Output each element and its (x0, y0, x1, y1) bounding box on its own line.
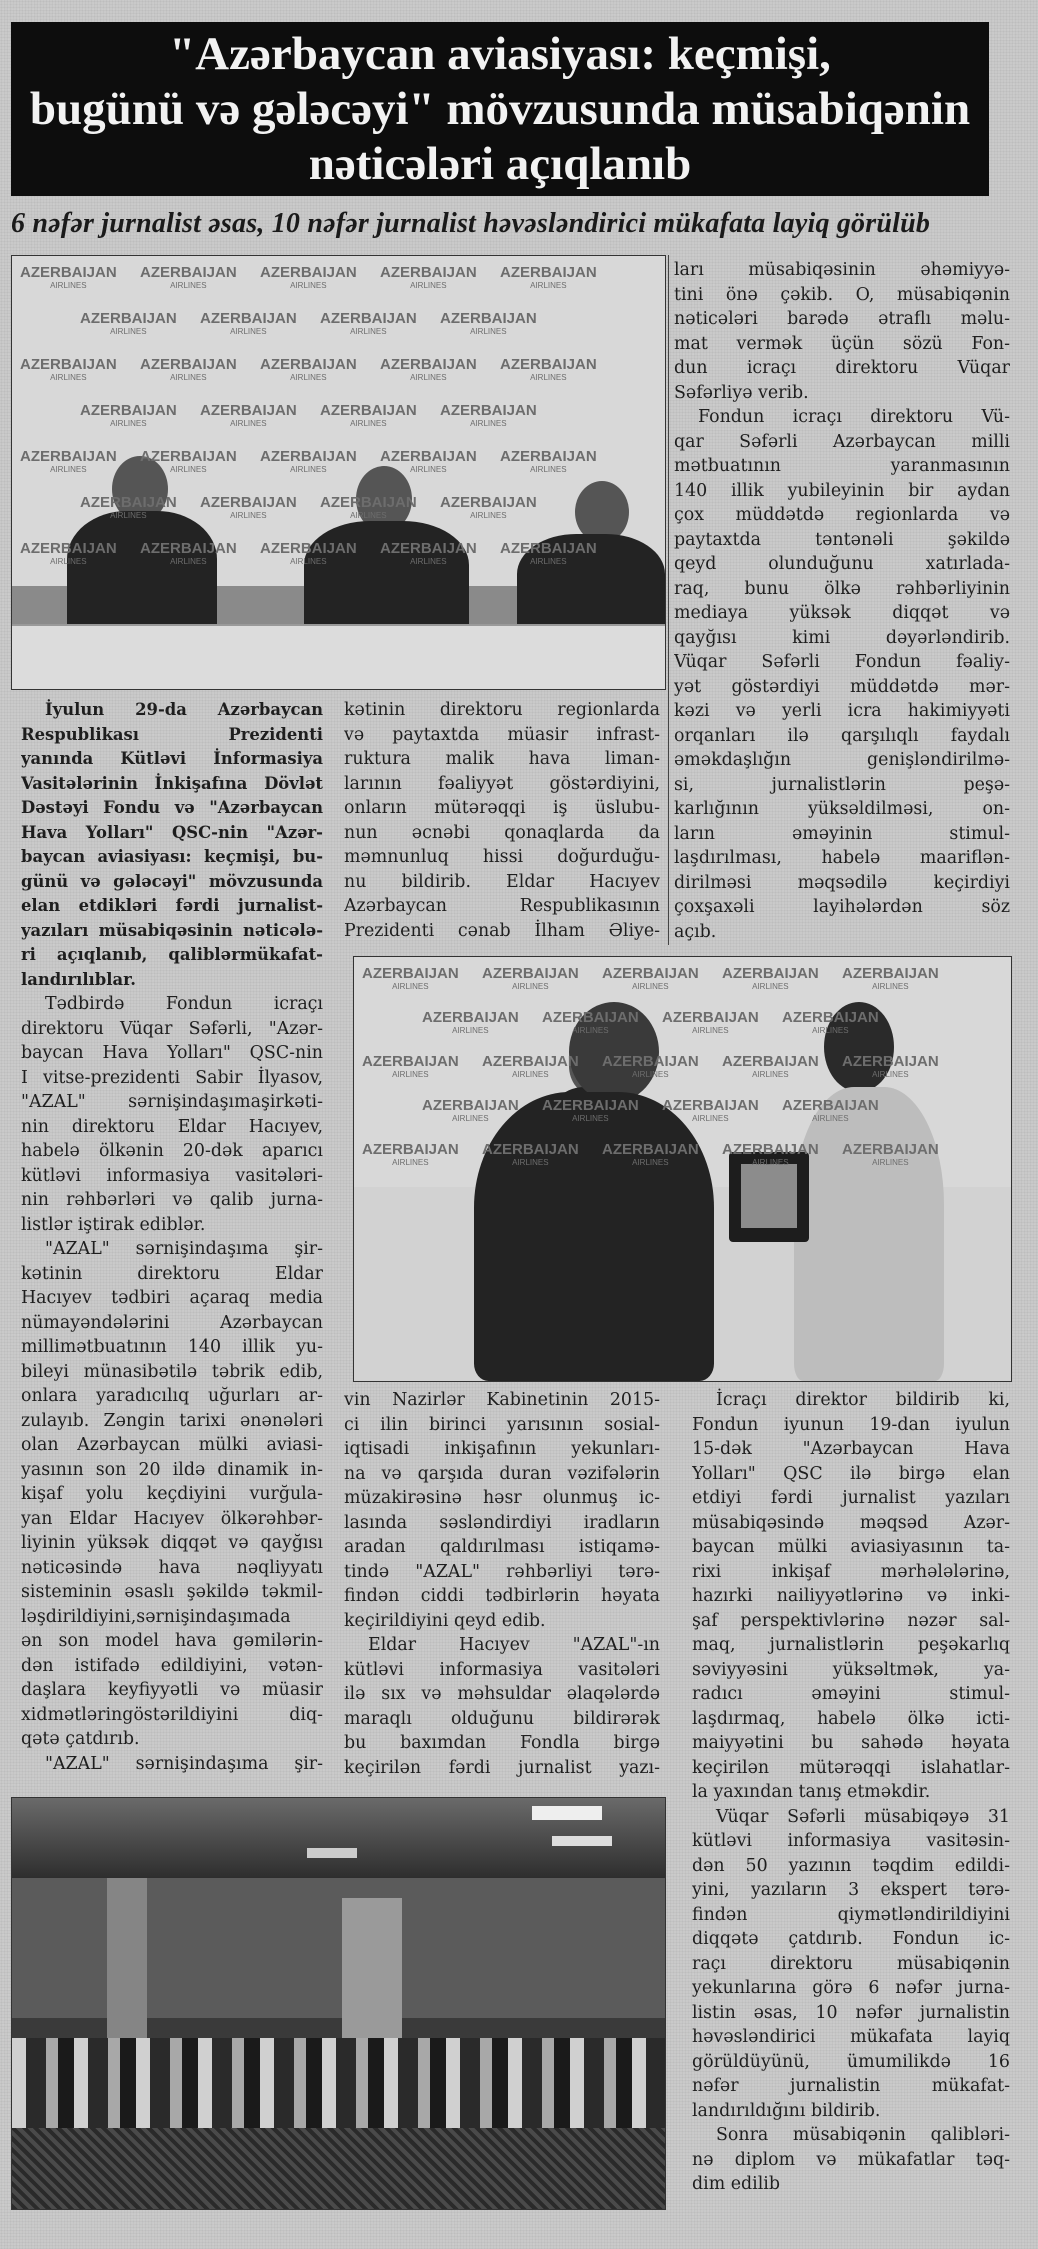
article-line: tini önə çəkib. O, müsabiqənin (674, 284, 1010, 305)
article-line: ruktura malik hava liman- (344, 749, 660, 769)
article-line: nun əcnəbi qonaqlarda da (344, 822, 660, 843)
article-line: Hacıyev tədbiri açaraq media (21, 1288, 323, 1308)
article-line: kətinin direktoru Eldar (21, 1263, 323, 1284)
article-line: nəfər jurnalistin mükafat- (692, 2076, 1010, 2096)
article-line: qayğısı kimi dəyərləndirib. (674, 627, 1010, 648)
backdrop-logos (354, 957, 1011, 1381)
headline (11, 22, 989, 196)
azerbaijan-airlines-logo: AZERBAIJAN AIRLINES (380, 540, 477, 566)
azerbaijan-airlines-logo: AZERBAIJAN AIRLINES (260, 540, 357, 566)
azerbaijan-airlines-logo: AZERBAIJAN AIRLINES (662, 1009, 759, 1035)
article-line: hazırki nailiyyətlərinə və inki- (692, 1586, 1010, 1606)
article-line: onların mütərəqqi iş üslubu- (344, 798, 660, 818)
article-line: Hava Yolları" QSC-nin "Azər- (21, 822, 323, 842)
article-line: yan Eldar Hacıyev ölkərəhbər- (21, 1508, 323, 1529)
azerbaijan-airlines-logo: AZERBAIJAN AIRLINES (380, 448, 477, 474)
article-line: və paytaxtda müasir infrast- (344, 724, 660, 745)
article-line: bileyi münasibətilə təbrik edib, (21, 1361, 323, 1382)
article-line: Fondun iyunun 19-dan iyulun (692, 1414, 1010, 1435)
article-line: ən son model hava gəmilərin- (21, 1631, 323, 1651)
azerbaijan-airlines-logo: AZERBAIJAN AIRLINES (842, 1141, 939, 1167)
azerbaijan-airlines-logo: AZERBAIJAN AIRLINES (602, 1141, 699, 1167)
photo-audience-hall (11, 1797, 666, 2210)
azerbaijan-airlines-logo: AZERBAIJAN AIRLINES (320, 402, 417, 428)
article-line: İcraçı direktor bildirib ki, (716, 1390, 1010, 1410)
article-line: baycan aviasiyası: keçmişi, bu- (21, 847, 323, 866)
article-line: landırılıblar. (21, 969, 136, 989)
article-line: listin əsas, 10 nəfər jurnalistin (692, 2002, 1010, 2023)
article-line: findən ciddi tədbirlərin həyata (344, 1586, 660, 1606)
azerbaijan-airlines-logo: AZERBAIJAN AIRLINES (722, 1053, 819, 1079)
article-line: nəticələri barədə ətraflı məlu- (674, 309, 1010, 329)
column-rule (668, 255, 669, 945)
photo-press-conference (11, 255, 666, 690)
article-paragraph (692, 2123, 1010, 2197)
azerbaijan-airlines-logo: AZERBAIJAN AIRLINES (440, 402, 537, 428)
article-line: "AZAL" sərnişindaşıma şir- (45, 1753, 323, 1774)
azerbaijan-airlines-logo: AZERBAIJAN AIRLINES (422, 1097, 519, 1123)
article-line: raçı direktoru müsabiqənin (692, 1953, 1010, 1974)
article-paragraph (692, 1805, 1010, 2124)
article-line: kütləvi informasiya vasitələri (344, 1659, 660, 1680)
article-line: maiyyətini bu sahədə həyata (692, 1733, 1010, 1753)
azerbaijan-airlines-logo: AZERBAIJAN AIRLINES (320, 494, 417, 520)
article-line: keçirildiyini qeyd edib. (344, 1610, 546, 1631)
azerbaijan-airlines-logo: AZERBAIJAN AIRLINES (20, 540, 117, 566)
azerbaijan-airlines-logo: AZERBAIJAN AIRLINES (662, 1097, 759, 1123)
article-line: kişaf yolu keçdiyini vurğula- (21, 1484, 323, 1504)
azerbaijan-airlines-logo: AZERBAIJAN AIRLINES (20, 264, 117, 290)
article-line: Sonra müsabiqənin qalibləri- (716, 2125, 1010, 2145)
azerbaijan-airlines-logo: AZERBAIJAN AIRLINES (260, 448, 357, 474)
azerbaijan-airlines-logo: AZERBAIJAN AIRLINES (140, 264, 237, 290)
article-line: Dəstəyi Fondu və "Azərbaycan (21, 798, 323, 817)
article-line: nu bildirib. Eldar Hacıyev (344, 871, 660, 892)
azerbaijan-airlines-logo: AZERBAIJAN AIRLINES (842, 965, 939, 991)
article-line: paytaxtda təntənəli şəkildə (674, 529, 1010, 550)
article-line: günü və gələcəyi" mövzusunda (21, 871, 323, 891)
article-paragraph (344, 1388, 660, 1633)
article-line: dim edilib (692, 2174, 780, 2194)
azerbaijan-airlines-logo: AZERBAIJAN AIRLINES (722, 1141, 819, 1167)
azerbaijan-airlines-logo: AZERBAIJAN AIRLINES (542, 1009, 639, 1035)
article-line: dən istifadə edildiyini, vətən- (21, 1655, 323, 1676)
article-line: liyinin yüksək diqqət və qayğısı (21, 1533, 323, 1553)
article-line: Yolları" QSC ilə birgə elan (692, 1463, 1010, 1484)
article-line: la yaxından tanış etməkdir. (692, 1782, 931, 1802)
article-line: etdiyi fərdi jurnalist yazıları (692, 1488, 1010, 1508)
article-lead-paragraph (21, 698, 323, 992)
article-line: ların əməyinin stimul- (674, 823, 1010, 844)
article-line: landırıldığını bildirib. (692, 2100, 881, 2121)
article-line: dən 50 yazının təqdim edildi- (692, 1855, 1010, 1876)
azerbaijan-airlines-logo: AZERBAIJAN AIRLINES (482, 1053, 579, 1079)
article-line: laşdırmaq, habelə ölkə icti- (692, 1708, 1010, 1729)
article-line: ları müsabiqəsinin əhəmiyyə- (674, 260, 1010, 280)
azerbaijan-airlines-logo: AZERBAIJAN AIRLINES (80, 402, 177, 428)
azerbaijan-airlines-logo: AZERBAIJAN AIRLINES (260, 356, 357, 382)
article-line: xidmətləringöstərildiyini diq- (21, 1704, 323, 1725)
azerbaijan-airlines-logo: AZERBAIJAN AIRLINES (80, 310, 177, 336)
azerbaijan-airlines-logo: AZERBAIJAN AIRLINES (362, 1053, 459, 1079)
azerbaijan-airlines-logo: AZERBAIJAN AIRLINES (440, 310, 537, 336)
article-line: ləşdirildiyini,sərnişindaşımada (21, 1606, 291, 1627)
article-line: yekunlarına görə 6 nəfər jurna- (692, 1978, 1010, 1998)
azerbaijan-airlines-logo: AZERBAIJAN AIRLINES (380, 264, 477, 290)
article-line: Respublikası Prezidenti (21, 724, 323, 744)
article-line: Prezidenti cənab İlham Əliye- (344, 920, 660, 941)
subtitle: 6 nəfər jurnalist əsas, 10 nəfər jurnalist həvəsləndirici mükafata layiq görülüb (11, 208, 931, 239)
article-line: qətə çatdırıb. (21, 1729, 140, 1749)
article-line: I vitse-prezidenti Sabir İlyasov, (21, 1067, 323, 1088)
azerbaijan-airlines-logo: AZERBAIJAN AIRLINES (140, 356, 237, 382)
article-line: larının fəaliyyət göstərdiyini, (344, 773, 660, 794)
headline-line: nəticələri açıqlanıb (308, 137, 692, 190)
article-line: görüldüyünü, ümumilikdə 16 (692, 2051, 1010, 2072)
azerbaijan-airlines-logo: AZERBAIJAN AIRLINES (842, 1053, 939, 1079)
article-column-middle-bottom (344, 1388, 660, 1780)
azerbaijan-airlines-logo: AZERBAIJAN AIRLINES (440, 494, 537, 520)
article-line: dun icraçı direktoru Vüqar (674, 358, 1010, 378)
article-line: Azərbaycan Respublikasının (344, 896, 660, 916)
article-line: vin Nazirlər Kabinetinin 2015- (344, 1390, 660, 1410)
article-line: çox müddətdə regionlarda və (674, 505, 1010, 525)
azerbaijan-airlines-logo: AZERBAIJAN AIRLINES (20, 356, 117, 382)
article-column-left (21, 698, 323, 1776)
article-line: nin rəhbərləri və qalib jurna- (21, 1190, 323, 1210)
article-line: nin direktoru Eldar Hacıyev, (21, 1116, 323, 1137)
article-line: mətbuatının yaranmasının (674, 456, 1010, 476)
article-line: baycan mülki aviasiyasının ta- (692, 1537, 1010, 1557)
article-paragraph (674, 405, 1010, 944)
backdrop-logos (12, 256, 665, 689)
article-line: onlara yaradıcılıq uğurları ar- (21, 1386, 323, 1406)
article-line: dirilməsi məqsədilə keçirdiyi (674, 872, 1010, 893)
article-line: kütləvi informasiya vasitələri- (21, 1165, 323, 1186)
azerbaijan-airlines-logo: AZERBAIJAN AIRLINES (380, 356, 477, 382)
article-line: keçirilən fərdi jurnalist yazı- (344, 1757, 660, 1778)
azerbaijan-airlines-logo: AZERBAIJAN AIRLINES (362, 1141, 459, 1167)
article-line: direktoru Vüqar Səfərli, "Azər- (21, 1018, 323, 1039)
article-line: maq, jurnalistlərin peşəkarlıq (692, 1635, 1010, 1655)
article-line: lasında səsləndirdiyi iradların (344, 1512, 660, 1533)
article-line: yət göstərdiyi müddətdə mər- (674, 676, 1010, 697)
article-line: zulayıb. Zəngin tarixi ənənələri (21, 1410, 323, 1431)
article-line: aradan qaldırılması istiqamə- (344, 1537, 660, 1557)
article-line: elan etdikləri fərdi jurnalist- (21, 896, 323, 915)
article-line: ci ilin birinci yarısının sosial- (344, 1414, 660, 1435)
article-line: keçirilən mütərəqqi islahatlar- (692, 1757, 1010, 1778)
article-line: ilə sıx və məhsuldar əlaqələrdə (344, 1684, 660, 1704)
article-line: Səfərliyə verib. (674, 382, 809, 403)
article-line: mat vermək üçün sözü Fon- (674, 333, 1010, 354)
article-paragraph (674, 258, 1010, 405)
azerbaijan-airlines-logo: AZERBAIJAN AIRLINES (500, 540, 597, 566)
article-line: ri açıqlanıb, qaliblərmükafat- (21, 945, 323, 964)
article-line: "AZAL" sərnişindaşımaşirkəti- (21, 1092, 323, 1112)
article-line: kətinin direktoru regionlarda (344, 700, 660, 720)
azerbaijan-airlines-logo: AZERBAIJAN AIRLINES (602, 965, 699, 991)
article-line: radıcı əməyini stimul- (692, 1684, 1010, 1704)
article-line: nə diplom və mükafatlar təq- (692, 2149, 1010, 2170)
azerbaijan-airlines-logo: AZERBAIJAN AIRLINES (260, 264, 357, 290)
azerbaijan-airlines-logo: AZERBAIJAN AIRLINES (500, 448, 597, 474)
azerbaijan-airlines-logo: AZERBAIJAN AIRLINES (362, 965, 459, 991)
azerbaijan-airlines-logo: AZERBAIJAN AIRLINES (722, 965, 819, 991)
azerbaijan-airlines-logo: AZERBAIJAN AIRLINES (80, 494, 177, 520)
article-line: Vüqar Səfərli Fondun fəaliy- (674, 652, 1010, 672)
article-paragraph (21, 1237, 323, 1752)
article-line: çoxşaxəli layihələrdən söz (674, 897, 1010, 917)
azerbaijan-airlines-logo: AZERBAIJAN AIRLINES (140, 540, 237, 566)
azerbaijan-airlines-logo: AZERBAIJAN AIRLINES (200, 494, 297, 520)
article-line: kütləvi informasiya vasitəsin- (692, 1831, 1010, 1851)
headline-line: bugünü və gələcəyi" mövzusunda müsabiqənin (29, 82, 971, 135)
article-line: mediaya yüksək diqqət və (674, 603, 1010, 623)
article-column-right-bottom (692, 1388, 1010, 2197)
article-line: qar Səfərli Azərbaycan milli (674, 431, 1010, 452)
article-line: yasının son 20 ildə dinamik in- (21, 1459, 323, 1480)
article-line: yazıları müsabiqəsinin nəticələ- (21, 920, 323, 940)
article-line: si, jurnalistlərin peşə- (674, 774, 1010, 795)
azerbaijan-airlines-logo: AZERBAIJAN AIRLINES (500, 264, 597, 290)
article-line: bu baxımdan Fondla birgə (344, 1733, 660, 1753)
article-paragraph (344, 1633, 660, 1780)
article-line: əməkdaşlığın genişləndirilmə- (674, 750, 1010, 770)
photo-award-presentation (353, 956, 1012, 1382)
article-line: baycan Hava Yolları" QSC-nin (21, 1043, 323, 1063)
article-line: maraqlı olduğunu bildirərək (344, 1708, 660, 1729)
article-line: findən qiymətləndirildiyini (692, 1904, 1010, 1925)
azerbaijan-airlines-logo: AZERBAIJAN AIRLINES (500, 356, 597, 382)
article-line: listlər iştirak ediblər. (21, 1214, 206, 1235)
article-paragraph (21, 1752, 323, 1777)
azerbaijan-airlines-logo: AZERBAIJAN AIRLINES (20, 448, 117, 474)
article-line: "AZAL" sərnişindaşıma şir- (45, 1239, 323, 1259)
article-line: tində "AZAL" rəhbərliyi tərə- (344, 1561, 660, 1582)
article-line: kəzi və yerli icra hakimiyyəti (674, 701, 1010, 721)
article-line: nümayəndələrini Azərbaycan (21, 1312, 323, 1333)
article-line: həvəsləndirici mükafata layiq (692, 2027, 1010, 2047)
azerbaijan-airlines-logo: AZERBAIJAN AIRLINES (542, 1097, 639, 1123)
article-column-right-top (674, 258, 1010, 944)
article-line: Vüqar Səfərli müsabiqəyə 31 (716, 1806, 1010, 1827)
article-line: daşlara keyfiyyətli və müasir (21, 1680, 323, 1700)
article-line: diqqətə çatdırıb. Fondun ic- (692, 1929, 1010, 1949)
article-line: karlığının yüksəldilməsi, on- (674, 799, 1010, 819)
article-line: 140 illik yubileyinin bir aydan (674, 480, 1010, 501)
azerbaijan-airlines-logo: AZERBAIJAN AIRLINES (602, 1053, 699, 1079)
azerbaijan-airlines-logo: AZERBAIJAN AIRLINES (200, 402, 297, 428)
article-line: məmnunluq hissi doğurduğu- (344, 847, 660, 867)
article-paragraph (692, 1388, 1010, 1805)
article-paragraph (344, 698, 660, 943)
article-line: millimətbuatının 140 illik yu- (21, 1337, 323, 1357)
article-line: 15-dək "Azərbaycan Hava (692, 1439, 1010, 1459)
article-line: sisteminin əsaslı şəkildə təkmil- (21, 1582, 323, 1602)
article-line: Vasitələrinin İnkişafına Dövlət (21, 773, 323, 793)
azerbaijan-airlines-logo: AZERBAIJAN AIRLINES (422, 1009, 519, 1035)
article-column-middle-top (344, 698, 660, 943)
article-line: İyulun 29-da Azərbaycan (45, 700, 323, 719)
article-line: laşdırılması, habelə maariflən- (674, 848, 1010, 868)
article-line: olan Azərbaycan mülki aviasi- (21, 1435, 323, 1455)
azerbaijan-airlines-logo: AZERBAIJAN AIRLINES (140, 448, 237, 474)
article-line: müsabiqəsində məqsəd Azər- (692, 1512, 1010, 1533)
article-paragraph (21, 992, 323, 1237)
headline-line: "Azərbaycan aviasiyası: keçmişi, (169, 27, 831, 80)
article-line: nəticəsində hava nəqliyyatı (21, 1557, 323, 1578)
azerbaijan-airlines-logo: AZERBAIJAN AIRLINES (482, 1141, 579, 1167)
article-line: yini, yazıların 3 ekspert tərə- (692, 1880, 1010, 1900)
article-line: qeyd olunduğunu xatırlada- (674, 554, 1010, 574)
article-line: Fondun icraçı direktoru Vü- (698, 407, 1010, 427)
article-line: orqanları ilə qarşılıqlı faydalı (674, 725, 1010, 746)
article-line: raq, bunu ölkə rəhbərliyinin (674, 578, 1010, 599)
azerbaijan-airlines-logo: AZERBAIJAN AIRLINES (782, 1009, 879, 1035)
article-line: səviyyəsini yüksəltmək, ya- (692, 1659, 1010, 1680)
azerbaijan-airlines-logo: AZERBAIJAN AIRLINES (782, 1097, 879, 1123)
article-line: rixi inkişaf mərhələlərinə, (692, 1561, 1010, 1582)
azerbaijan-airlines-logo: AZERBAIJAN AIRLINES (320, 310, 417, 336)
article-line: açıb. (674, 921, 717, 942)
article-line: habelə ölkənin 20-dək aparıcı (21, 1141, 323, 1161)
article-line: Tədbirdə Fondun icraçı (45, 994, 323, 1014)
article-line: Eldar Hacıyev "AZAL"-ın (368, 1635, 660, 1655)
article-line: iqtisadi inkişafının yekunları- (344, 1439, 660, 1459)
azerbaijan-airlines-logo: AZERBAIJAN AIRLINES (482, 965, 579, 991)
article-line: na və qarşıda duran vəzifələrin (344, 1463, 660, 1484)
article-line: müzakirəsinə həsr olunmuş ic- (344, 1488, 660, 1508)
article-line: yanında Kütləvi İnformasiya (21, 749, 323, 768)
article-line: şaf perspektivlərinə nəzər sal- (692, 1610, 1010, 1631)
azerbaijan-airlines-logo: AZERBAIJAN AIRLINES (200, 310, 297, 336)
